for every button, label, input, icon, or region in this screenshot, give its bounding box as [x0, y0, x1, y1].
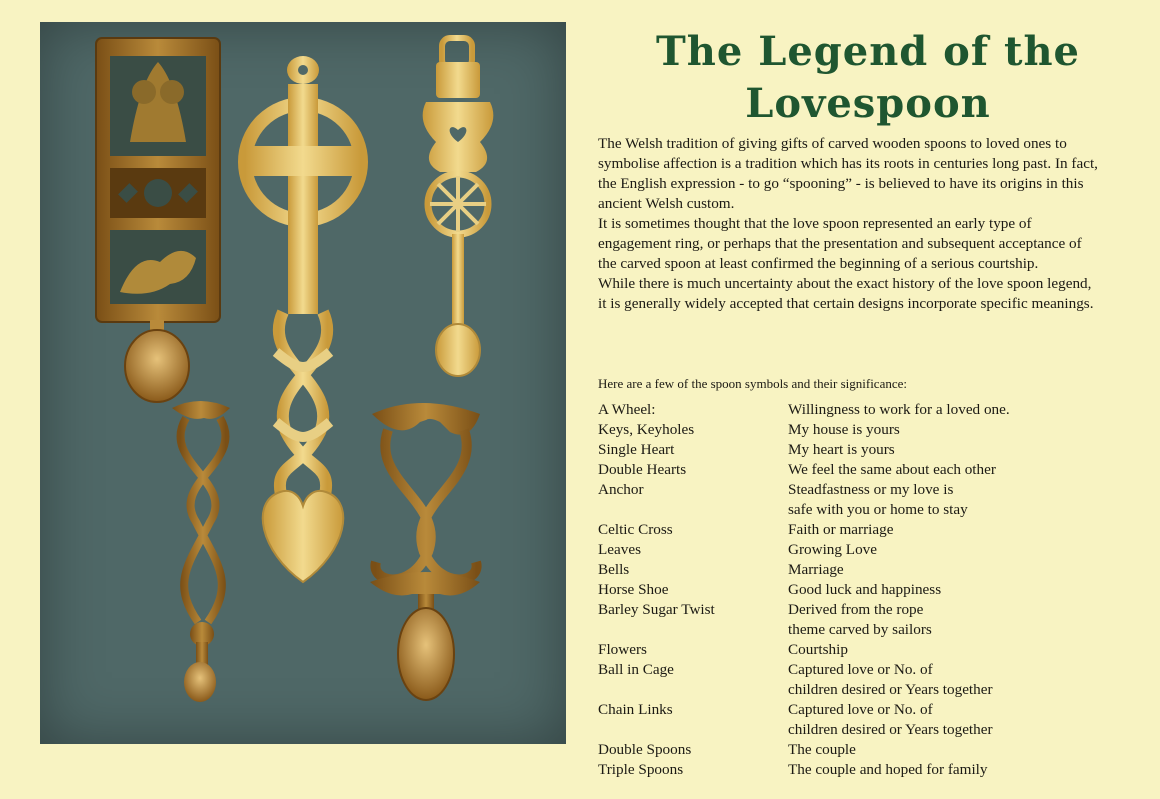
symbol-meaning: The couple and hoped for family	[788, 761, 988, 778]
symbol-name: A Wheel:	[598, 401, 656, 418]
symbol-name: Flowers	[598, 641, 647, 658]
symbol-row	[598, 440, 1118, 460]
symbol-row	[598, 520, 1118, 540]
symbol-row	[598, 640, 1118, 660]
symbols-list	[598, 400, 1118, 780]
symbol-name: Leaves	[598, 541, 642, 558]
symbol-row	[598, 600, 1118, 620]
symbol-meaning: My house is yours	[788, 421, 900, 438]
symbol-name	[598, 620, 788, 640]
symbol-row	[598, 560, 1118, 580]
symbol-row	[598, 660, 1118, 680]
symbol-meaning: children desired or Years together	[788, 721, 993, 738]
symbol-row	[598, 500, 1118, 520]
symbol-name: Celtic Cross	[598, 521, 673, 538]
symbol-row	[598, 420, 1118, 440]
lovespoons-photo	[40, 22, 566, 744]
symbol-meaning: My heart is yours	[788, 441, 895, 458]
symbol-meaning: The couple	[788, 741, 856, 758]
symbol-name: Keys, Keyholes	[598, 421, 695, 438]
symbol-meaning: Faith or marriage	[788, 521, 894, 538]
symbol-row	[598, 540, 1118, 560]
symbol-name: Barley Sugar Twist	[598, 601, 715, 618]
symbol-meaning: Steadfastness or my love is	[788, 481, 954, 498]
symbol-meaning: Captured love or No. of	[788, 701, 933, 718]
title-line-1: The Legend of the	[655, 28, 1080, 75]
symbol-name	[598, 500, 788, 520]
symbol-meaning: We feel the same about each other	[788, 461, 996, 478]
paragraph: While there is much uncertainty about the exact history of the love spoon legend, it is generally widely accepted that certain designs incorporate specific meanings.	[598, 275, 1094, 312]
symbol-row	[598, 580, 1118, 600]
celtic-cross-spoon	[245, 56, 361, 582]
twist-heart-spoon	[172, 401, 230, 702]
symbol-row	[598, 460, 1118, 480]
symbol-name: Single Heart	[598, 441, 675, 458]
symbol-row	[598, 740, 1118, 760]
symbol-meaning: theme carved by sailors	[788, 621, 932, 638]
symbol-meaning: Growing Love	[788, 541, 877, 558]
symbol-row	[598, 760, 1118, 780]
paragraph: The Welsh tradition of giving gifts of carved wooden spoons to loved ones to symbolise affection is a tradition which has its roots in centuries long past. In fact, the English expression - to go “spooning” - is believed to have its origins in this ancient Welsh custom.	[598, 135, 1098, 212]
symbol-name: Double Spoons	[598, 741, 692, 758]
symbol-name: Horse Shoe	[598, 581, 669, 598]
symbol-meaning: safe with you or home to stay	[788, 501, 968, 518]
symbol-row	[598, 680, 1118, 700]
symbol-meaning: children desired or Years together	[788, 681, 993, 698]
symbol-row	[598, 700, 1118, 720]
paragraph: It is sometimes thought that the love spoon represented an early type of engagement ring, or perhaps that the presentation and subsequent acceptance of the carved spoon at least confirmed the beginning of a serious courtship.	[598, 215, 1082, 272]
symbol-row	[598, 620, 1118, 640]
symbol-meaning: Good luck and happiness	[788, 581, 942, 598]
symbol-name: Double Hearts	[598, 461, 687, 478]
symbol-meaning: Derived from the rope	[788, 601, 924, 618]
symbols-intro: Here are a few of the spoon symbols and their significance:	[598, 376, 908, 391]
symbol-meaning: Willingness to work for a loved one.	[788, 401, 1010, 418]
symbol-row	[598, 720, 1118, 740]
page-title	[598, 26, 1138, 130]
symbol-meaning: Courtship	[788, 641, 848, 658]
symbol-name: Anchor	[598, 481, 644, 498]
symbol-meaning: Marriage	[788, 561, 844, 578]
intro-text	[598, 134, 1098, 314]
symbol-name: Bells	[598, 561, 630, 578]
symbol-row	[598, 480, 1118, 500]
double-heart-spoon	[370, 403, 480, 700]
symbol-row	[598, 400, 1118, 420]
title-line-2: Lovespoon	[745, 80, 991, 127]
symbol-meaning: Captured love or No. of	[788, 661, 933, 678]
symbol-name: Chain Links	[598, 701, 673, 718]
symbol-name: Ball in Cage	[598, 661, 674, 678]
symbol-name	[598, 720, 788, 740]
symbol-name	[598, 680, 788, 700]
wheel-spoon	[423, 38, 494, 376]
symbol-name: Triple Spoons	[598, 761, 684, 778]
panel-spoon	[96, 38, 220, 402]
